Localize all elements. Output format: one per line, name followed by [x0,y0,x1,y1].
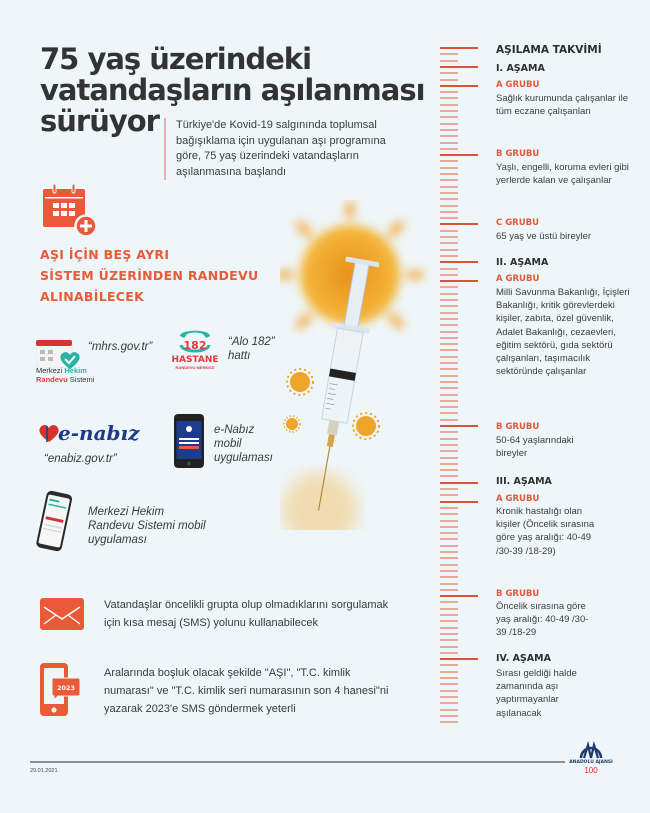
phase-3-group-a-desc: Kronik hastalığı olan kişiler (Öncelik sırasına göre yaş aralığı: 40-49 /30-39 /18-29) [496,506,595,557]
ruler-tick [440,412,458,414]
ruler-tick [440,381,458,383]
ruler-tick [440,538,458,540]
ruler-tick [440,570,458,572]
ruler-tick [440,205,458,207]
ruler-tick [440,469,458,471]
ruler-tick [440,286,458,288]
ruler-tick [440,135,458,137]
phase-3-group-b-title: B GRUBU [496,589,540,599]
ruler-tick [440,110,458,112]
mhrs-mobile-label [88,505,206,547]
ruler-tick [440,419,458,421]
ruler-tick [440,312,458,314]
vaccine-syringe-illustration [280,200,440,530]
ruler-tick [440,394,458,396]
ruler-tick [440,211,458,213]
publish-date: 29.01.2021 [30,768,58,774]
ruler-tick [440,608,458,610]
mhrs-logo-word: Merkezi [36,366,63,375]
ruler-tick [440,671,458,673]
ruler-tick [440,601,458,603]
ruler-tick [440,331,458,333]
ruler-tick [440,268,458,270]
ruler-tick [440,60,458,62]
phase-2-group-a-desc: Milli Savunma Bakanlığı, İçişleri Bakanlığı, kritik görevlerdeki kişiler, zabıta, özel güvenlik, Adalet Bakanlığı, cezaevleri, eğitim sektörü, gıda sektörü çalışanları, taşımacılık sektöründe çalışanlar [496,287,630,378]
ruler-tick [440,104,458,106]
alo182-logo [171,327,219,383]
ruler-tick [440,639,458,641]
phase-1-group-c-desc: 65 yaş ve üstü bireyler [496,231,592,242]
ruler-tick-long [440,595,478,597]
phase-1-group-c-title: C GRUBU [496,218,540,228]
ruler-tick [440,142,458,144]
alo182-label-line: hattı [228,350,251,362]
ruler-tick [440,677,458,679]
timeline-ruler [440,0,480,740]
ruler-tick [440,494,458,496]
mhrs-logo-text [36,367,94,384]
virus-icon [287,369,313,395]
ruler-tick-long [440,501,478,503]
ruler-tick [440,690,458,692]
phase-1-group-b-desc: Yaşlı, engelli, koruma evleri gibi yerlerde kalan ve çalışanlar [496,162,629,187]
ruler-tick [440,387,458,389]
ruler-tick [440,293,458,295]
ruler-tick-long [440,85,478,87]
intro-paragraph: Türkiye'de Kovid-19 salgınında toplumsal bağışıklama için uygulanan aşı programına göre, 75 yaş üzerindeki vatandaşların aşılanmasına başlandı [164,118,394,180]
ruler-tick [440,337,458,339]
mhrs-logo-word: Hekim [64,366,87,375]
phase-1-title: I. AŞAMA [496,63,545,74]
ruler-tick-long [440,223,478,225]
page-title: 75 yaş üzerindeki vatandaşların aşılanması sürüyor [40,42,425,138]
calendar-plus-icon [41,183,97,237]
ruler-tick [440,507,458,509]
ruler-tick [440,249,458,251]
alo182-label [228,335,275,363]
ruler-tick [440,217,458,219]
appointment-heading [40,244,280,307]
ruler-tick [440,557,458,559]
ruler-tick [440,702,458,704]
enabiz-mobile-label-line: e-Nabız [214,424,255,436]
ruler-tick [440,520,458,522]
mhrs-mobile-label-line: Merkezi Hekim [88,506,165,518]
sms-query-text: Vatandaşlar öncelikli grupta olup olmadıklarını sorgulamak için kısa mesaj (SMS) yolunu kullanabilecek [104,599,389,629]
phase-3-title: III. AŞAMA [496,476,552,487]
smartphone-icon [174,414,204,468]
agency-name: ANADOLU AJANSI [569,760,613,765]
ruler-tick [440,664,458,666]
ruler-tick [440,318,458,320]
ruler-tick [440,646,458,648]
ruler-tick [440,488,458,490]
ruler-tick [440,438,458,440]
ruler-tick [440,614,458,616]
phase-1-group-a-title: A GRUBU [496,80,540,90]
virus-icon [284,416,300,432]
ruler-tick [440,633,458,635]
ruler-tick [440,72,458,74]
aa-logo-icon [578,738,604,760]
appointment-heading-line: ALINABİLECEK [40,289,145,304]
envelope-icon [40,598,84,630]
phase-4-desc: Sırası geldiği halde zamanında aşı yaptırmayanlar aşılanacak [496,668,577,719]
ruler-tick [440,97,458,99]
ruler-tick [440,91,458,93]
ruler-tick [440,457,458,459]
ruler-tick [440,179,458,181]
ruler-tick [440,475,458,477]
ruler-tick [440,160,458,162]
enabiz-mobile-label-line: uygulaması [214,452,273,464]
phase-1-group-b-title: B GRUBU [496,149,540,159]
mhrs-logo-word: Sistemi [69,374,95,384]
ruler-tick [440,192,458,194]
ruler-tick [440,627,458,629]
ruler-tick [440,173,458,175]
ruler-tick [440,343,458,345]
enabiz-mobile-label-line: mobil [214,438,242,450]
ruler-tick [440,242,458,244]
svg-text:182: 182 [183,339,207,352]
ruler-tick [440,368,458,370]
alo182-logo-subtitle: RANDEVU MERKEZİ [175,365,215,370]
mhrs-mobile-label-line: Randevu Sistemi mobil [88,520,206,532]
phase-2-group-a-title: A GRUBU [496,274,540,284]
ruler-tick [440,564,458,566]
ruler-tick [440,198,458,200]
ruler-tick [440,236,458,238]
ruler-tick-long [440,154,478,156]
ruler-tick [440,375,458,377]
ruler-tick [440,620,458,622]
ruler-tick [440,696,458,698]
enabiz-logo [38,421,139,445]
sms-instructions-text: Aralarında boşluk olacak şekilde "AŞI", "T.C. kimlik numarası" ve "T.C. kimlik seri numarasının son 4 hanesi"ni yazarak 2023'e SMS göndermek yeterli [104,667,389,715]
ruler-tick-long [440,425,478,427]
mhrs-logo-word: Randevu [36,374,68,384]
ruler-tick [440,721,458,723]
ruler-tick-long [440,482,478,484]
phase-2-group-b-title: B GRUBU [496,422,540,432]
alo182-label-line: “Alo 182” [228,336,275,348]
phase-2-title: II. AŞAMA [496,257,549,268]
appointment-heading-line: AŞI İÇİN BEŞ AYRI [40,247,170,262]
ruler-tick [440,53,458,55]
virus-icon [353,413,379,439]
ruler-tick [440,305,458,307]
ruler-tick-long [440,66,478,68]
ruler-tick [440,709,458,711]
appointment-heading-line: SİSTEM ÜZERİNDEN RANDEVU [40,268,259,283]
ruler-tick [440,400,458,402]
phase-2-group-b-desc: 50-64 yaşlarındaki bireyler [496,435,574,460]
ruler-tick [440,652,458,654]
anniversary-badge: 100 [584,766,598,775]
ruler-tick [440,683,458,685]
phone-sms-icon [40,663,80,716]
ruler-tick-long [440,280,478,282]
ruler-tick [440,167,458,169]
ruler-tick [440,551,458,553]
ruler-tick [440,513,458,515]
schedule-title: AŞILAMA TAKVİMİ [496,44,602,56]
heart-icon [38,423,60,443]
footer-divider [30,761,565,763]
svg-text:2023: 2023 [56,684,76,692]
ruler-tick [440,116,458,118]
alo182-logo-title: HASTANE [171,355,219,365]
phase-4-title: IV. AŞAMA [496,653,551,664]
ruler-tick [440,583,458,585]
smartphone-icon [36,490,72,554]
ruler-tick-long [440,658,478,660]
phase-1-group-a-desc: Sağlık kurumunda çalışanlar ile tüm eczane çalışanları [496,93,629,118]
ruler-tick [440,463,458,465]
ruler-tick [440,715,458,717]
ruler-tick [440,532,458,534]
ruler-tick [440,431,458,433]
mhrs-mobile-label-line: uygulaması [88,534,147,546]
ruler-tick [440,450,458,452]
ruler-tick [440,576,458,578]
ruler-tick [440,186,458,188]
ruler-tick [440,356,458,358]
ruler-tick [440,274,458,276]
ruler-tick [440,324,458,326]
mhrs-url-label: “mhrs.gov.tr” [88,341,153,353]
ruler-tick [440,406,458,408]
ruler-tick-long [440,261,478,263]
ruler-tick [440,129,458,131]
ruler-tick [440,299,458,301]
phone-handset-icon [176,327,214,355]
anadolu-agency-logo [566,738,616,782]
enabiz-logo-text: e-nabız [58,421,140,445]
ruler-tick [440,444,458,446]
enabiz-url-label: “enabiz.gov.tr” [44,453,117,465]
ruler-tick [440,148,458,150]
ruler-tick [440,545,458,547]
ruler-tick [440,230,458,232]
enabiz-mobile-label [214,423,273,465]
ruler-tick [440,79,458,81]
ruler-tick-long [440,47,478,49]
ruler-tick [440,255,458,257]
ruler-tick [440,526,458,528]
ruler-tick [440,589,458,591]
ruler-tick [440,362,458,364]
ruler-tick [440,123,458,125]
phase-3-group-a-title: A GRUBU [496,494,540,504]
ruler-tick [440,349,458,351]
phase-3-group-b-desc: Öncelik sırasına göre yaş aralığı: 40-49 /30-39 /18-29 [496,601,589,639]
